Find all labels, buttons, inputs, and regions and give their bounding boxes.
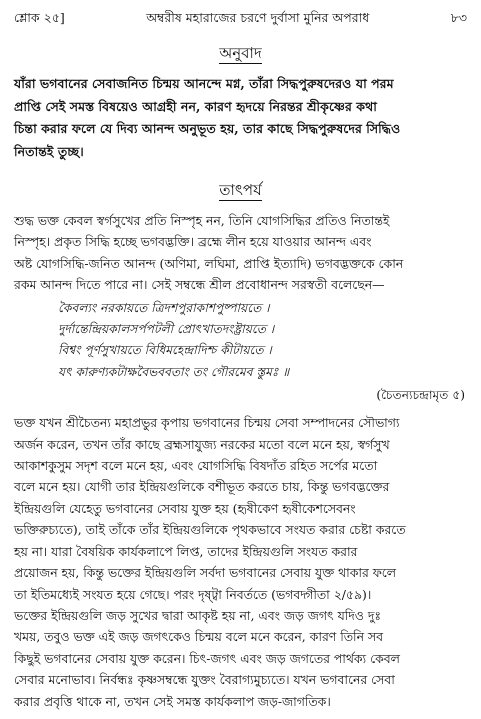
purport-line: তা ইতিমধ্যেই সংযত হয়ে গেছে। পরং দৃষ্ট্বা নিবর্ততে (ভগবদ্গীতা ২/৫৯)। [14, 586, 372, 602]
purport-line: আকাশকুসুম সদৃশ বলে মনে হয়, এবং যোগসিদ্ধি বিষদাঁত রহিত সর্পের মতো [14, 458, 378, 474]
quote-line: যৎ কারুণ্যকটাক্ষবৈভববতাং তং গৌরমেব স্তুমঃ ॥ [58, 364, 290, 379]
purport-line: ভক্তের ইন্দ্রিয়গুলি জড় সুখের দ্বারা আকৃষ্ট হয় না, এবং জড় জগৎ যদিও দুঃ [14, 607, 381, 623]
quote-line: কৈবল্যং নরকায়তে ত্রিদশপুরাকাশপুষ্পায়তে । [58, 300, 270, 315]
translation-line: যাঁরা ভগবানের সেবাজনিত চিন্ময় আনন্দে মগ্ন, তাঁরা সিদ্ধপুরুষদেরও যা পরম [14, 76, 394, 91]
purport-line: ভক্ত যখন শ্রীচৈতন্য মহাপ্রভুর কৃপায় ভগবানের চিন্ময় সেবা সম্পাদনের সৌভাগ্য [14, 415, 400, 431]
verse-label: শ্লোক ২৫] [14, 10, 65, 25]
quote-line: বিশ্বং পূর্ণসুখায়তে বিধিমহেন্দ্রাদিশ্চ কীটায়তে । [58, 343, 272, 358]
purport-line: কিছুই ভগবানের সেবায় যুক্ত করেন। চিৎ-জগৎ এবং জড় জগতের পার্থক্য কেবল [14, 650, 400, 666]
purport-line: রকম আনন্দ দিতে পারে না। সেই সম্বন্ধে শ্রীল প্রবোধানন্দ সরস্বতী বলেছেন— [14, 277, 385, 293]
purport-line: শুদ্ধ ভক্ত কেবল স্বর্গসুখের প্রতি নিস্পৃহ নন, তিনি যোগসিদ্ধির প্রতিও নিতান্তই [14, 213, 390, 228]
quote-source: (চৈতন্যচন্দ্রামৃত ৫) [376, 388, 465, 403]
purport-line: খময়, তবুও ভক্ত এই জড় জগৎকেও চিন্ময় বলে মনে করেন, কারণ তিনি সব [14, 629, 383, 645]
purport-line: বলে মনে হয়। যোগী তার ইন্দ্রিয়গুলিকে বশীভূত করতে চায়, কিন্তু ভগবদ্ভক্তের [14, 479, 390, 495]
chapter-running-title: অম্বরীষ মহারাজের চরণে দুর্বাসা মুনির অপরাধ [146, 10, 370, 25]
translation-text [14, 73, 467, 163]
purport-line: হয় না। যারা বৈষয়িক কার্যকলাপে লিপ্ত, তাদের ইন্দ্রিয়গুলি সংযত করার [14, 543, 358, 559]
purport-line: অর্জন করেন, তখন তাঁর কাছে ব্রহ্মসাযুজ্য নরকের মতো বলে মনে হয়, স্বর্গসুখ [14, 436, 390, 452]
purport-line: প্রয়োজন হয়, কিন্তু ভক্তের ইন্দ্রিয়গুলি সর্বদা ভগবানের সেবায় যুক্ত থাকার ফলে [14, 565, 396, 581]
purport-line: সেবার মনোভাব। নির্বন্ধঃ কৃষ্ণসম্বন্ধে যুক্তং বৈরাগ্যমুচ্যতে। যখন ভগবানের সেবা [14, 672, 395, 688]
purport-line: ইন্দ্রিয়গুলি যেহেতু ভগবানের সেবায় যুক্ত হয় (হৃষীকেণ হৃষীকেশসেবনং [14, 500, 356, 516]
running-header [14, 6, 467, 34]
purport-paragraph-2 [14, 412, 467, 712]
sanskrit-quote [14, 298, 467, 384]
translation-line: প্রাপ্তি সেই সমস্ত বিষয়েও আগ্রহী নন, কারণ হৃদয়ে নিরন্তর শ্রীকৃষ্ণের কথা [14, 98, 377, 114]
purport-line: অষ্ট যোগসিদ্ধি-জনিত আনন্দ (অণিমা, লঘিমা, প্রাপ্তি ইত্যাদি) ভগবদ্ভক্তকে কোন [14, 255, 404, 271]
quote-line: দুর্দান্তেন্দ্রিয়কালসর্পপটলী প্রোৎখাতদংষ্ট্রায়তে । [58, 322, 275, 337]
purport-heading: তাৎপর্য [219, 181, 262, 199]
page-number: ৮৩ [450, 10, 467, 25]
translation-line: চিন্তা করার ফলে যে দিব্য আনন্দ অনুভূত হয়, তার কাছে সিদ্ধপুরুষদের সিদ্ধিও [14, 121, 401, 136]
purport-paragraph-1 [14, 210, 467, 296]
translation-heading: অনুবাদ [219, 44, 262, 62]
purport-line: নিস্পৃহ। প্রকৃত সিদ্ধি হচ্ছে ভগবদ্ভক্তি। ব্রহ্মে লীন হয়ে যাওয়ার আনন্দ এবং [14, 234, 372, 250]
translation-line: নিতান্তই তুচ্ছ। [14, 143, 84, 159]
purport-line: ভক্তিরুচ্যতে), তাই তাঁকে তাঁর ইন্দ্রিয়গুলিকে পৃথকভাবে সংযত করার চেষ্টা করতে [14, 522, 406, 538]
purport-line: করার প্রবৃত্তি থাকে না, তখন সেই সমস্ত কার্যকলাপ জড়-জাগতিক। [14, 693, 331, 709]
